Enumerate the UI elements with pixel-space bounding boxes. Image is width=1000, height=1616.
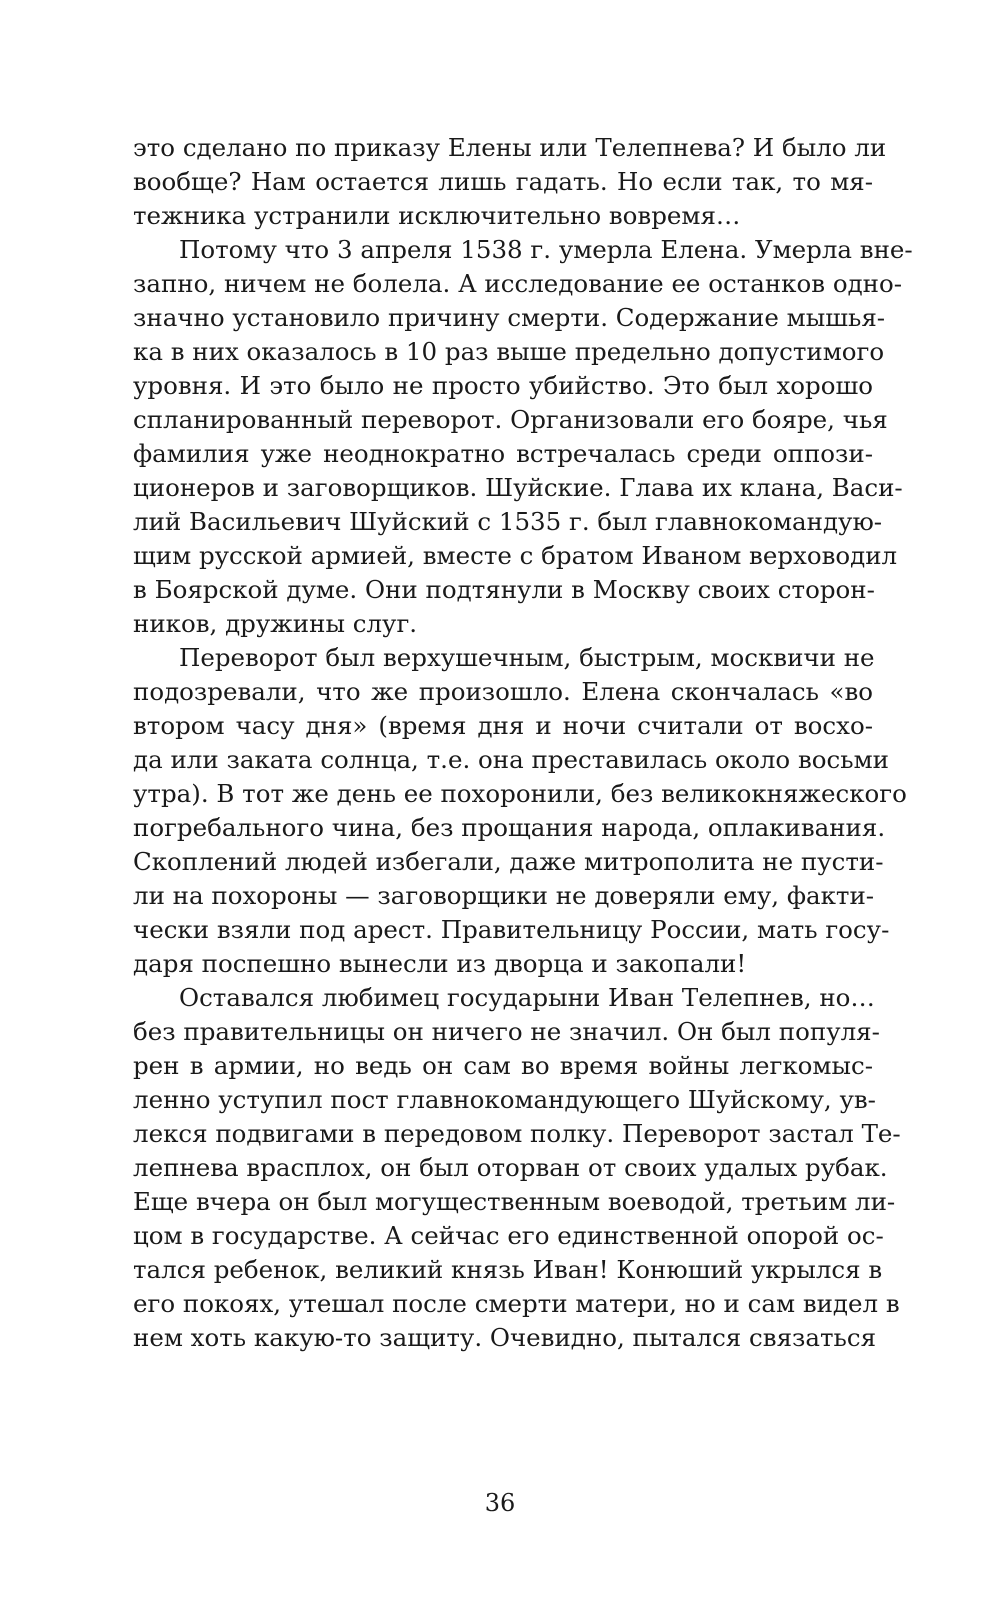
- text-line: Скоплений людей избегали, даже митрополита не пусти-: [133, 847, 884, 876]
- text-line: ников, дружины слуг.: [133, 609, 418, 638]
- text-line: чески взяли под арест. Правительницу России, мать госу-: [133, 915, 890, 944]
- text-line: спланированный переворот. Организовали его бояре, чья: [133, 405, 888, 434]
- text-line: ли на похороны — заговорщики не доверяли ему, факти-: [133, 881, 875, 910]
- paragraph-first-line: Переворот был верхушечным, быстрым, москвичи не: [179, 643, 875, 672]
- text-line: уровня. И это было не просто убийство. Это был хорошо: [133, 371, 873, 400]
- text-line: лепнева врасплох, он был оторван от своих удалых рубак.: [133, 1153, 888, 1182]
- text-line: погребального чина, без прощания народа, оплакивания.: [133, 813, 886, 842]
- text-line: подозревали, что же произошло. Елена скончалась «во: [133, 677, 873, 706]
- text-line: утра). В тот же день ее похоронили, без великокняжеского: [133, 779, 907, 808]
- text-line: ка в них оказалось в 10 раз выше предельно допустимого: [133, 337, 885, 366]
- text-line: щим русской армией, вместе с братом Иваном верховодил: [133, 541, 898, 570]
- text-line: нем хоть какую-то защиту. Очевидно, пытался связаться: [133, 1323, 877, 1352]
- text-line: его покоях, утешал после смерти матери, но и сам видел в: [133, 1289, 900, 1318]
- paragraph-first-line: Потому что 3 апреля 1538 г. умерла Елена. Умерла вне-: [179, 235, 913, 264]
- text-line: да или заката солнца, т.е. она преставилась около восьми: [133, 745, 889, 774]
- text-line: фамилия уже неоднократно встречалась среди оппози-: [133, 439, 873, 468]
- text-line: даря поспешно вынесли из дворца и закопали!: [133, 949, 747, 978]
- text-line: втором часу дня» (время дня и ночи считали от восхо-: [133, 711, 873, 740]
- text-line: Еще вчера он был могущественным воеводой, третьим ли-: [133, 1187, 896, 1216]
- text-line: лий Васильевич Шуйский с 1535 г. был главнокомандую-: [133, 507, 883, 536]
- text-line: тежника устранили исключительно вовремя…: [133, 201, 741, 230]
- text-line: рен в армии, но ведь он сам во время войны легкомыс-: [133, 1051, 873, 1080]
- text-line: в Боярской думе. Они подтянули в Москву своих сторон-: [133, 575, 875, 604]
- text-line: ционеров и заговорщиков. Шуйские. Глава их клана, Васи-: [133, 473, 903, 502]
- text-line: без правительницы он ничего не значил. Он был популя-: [133, 1017, 880, 1046]
- text-line: значно установило причину смерти. Содержание мышья-: [133, 303, 886, 332]
- text-line: цом в государстве. А сейчас его единственной опорой ос-: [133, 1221, 884, 1250]
- text-line: запно, ничем не болела. А исследование ее останков одно-: [133, 269, 903, 298]
- text-line: это сделано по приказу Елены или Телепнева? И было ли: [133, 133, 887, 162]
- page-number: 36: [484, 1489, 516, 1517]
- text-line: вообще? Нам остается лишь гадать. Но если так, то мя-: [133, 167, 873, 196]
- text-line: тался ребенок, великий князь Иван! Конюший укрылся в: [133, 1255, 883, 1284]
- paragraph-first-line: Оставался любимец государыни Иван Телепнев, но…: [179, 983, 875, 1012]
- text-line: лекся подвигами в передовом полку. Переворот застал Те-: [133, 1119, 901, 1148]
- text-line: ленно уступил пост главнокомандующего Шуйскому, ув-: [133, 1085, 876, 1114]
